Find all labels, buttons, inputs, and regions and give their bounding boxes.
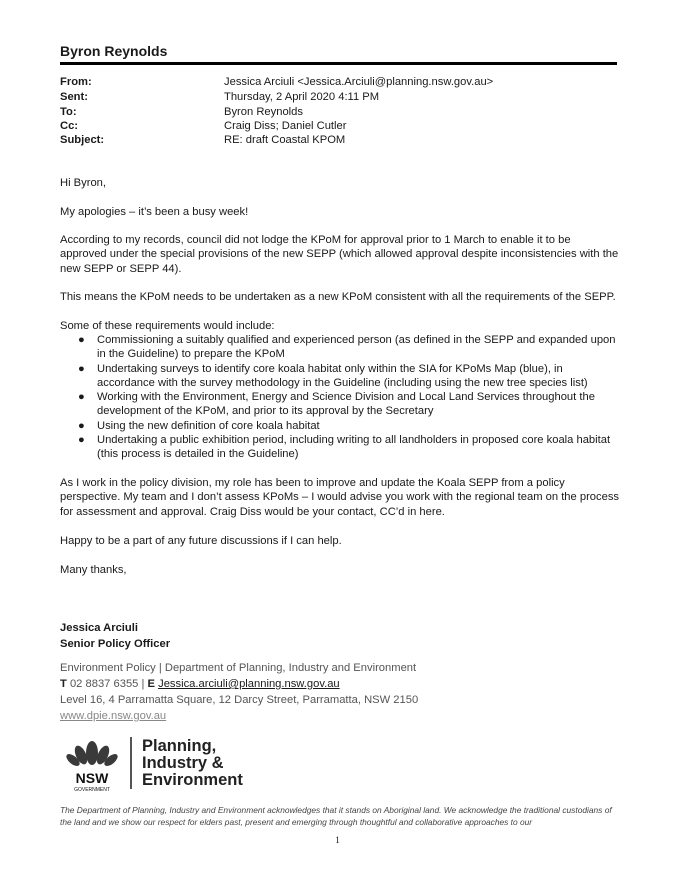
- logo-divider: [130, 737, 132, 789]
- bullet-icon: ●: [78, 362, 85, 375]
- policy-paragraph: As I work in the policy division, my role has been to improve and update the Koala SEPP from a policy perspective. My team and I don’t assess KPoMs – I would advise you work with the regional team on the process for assessment and approval. Craig Diss would be your contact, CC’d in here.: [60, 477, 620, 518]
- list-item-text: Working with the Environment, Energy and Science Division and Local Land Services throughout the development of the KPoM, and prior to its approval by the Secretary: [97, 391, 595, 418]
- waratah-icon: [62, 735, 122, 793]
- email-link[interactable]: Jessica.arciuli@planning.nsw.gov.au: [158, 678, 340, 690]
- logo-title: [142, 738, 243, 789]
- list-item-text: Using the new definition of core koala habitat: [97, 419, 320, 432]
- records-paragraph: According to my records, council did not lodge the KPoM for approval prior to 1 March to enable it to be approved under the special provisions of the new SEPP (which allowed approval despite inconsistencies with the new SEPP or SEPP 44).: [60, 234, 619, 275]
- phone-label: T: [60, 678, 67, 690]
- header-label: From:: [60, 76, 92, 88]
- header-value: Jessica Arciuli <Jessica.Arciuli@planning.nsw.gov.au>: [224, 76, 494, 88]
- closing: Many thanks,: [60, 564, 127, 576]
- nsw-government-logo: [62, 735, 262, 795]
- government-wordmark: GOVERNMENT: [74, 787, 110, 793]
- bullet-icon: ●: [78, 334, 85, 346]
- page-title: Byron Reynolds: [60, 43, 168, 59]
- list-item-text: Undertaking a public exhibition period, including writing to all landholders in proposed core koala habitat (this process is detailed in the Guideline): [97, 434, 611, 461]
- list-item: [60, 419, 620, 433]
- title-rule: [60, 62, 617, 65]
- header-value: Craig Diss; Daniel Cutler: [224, 120, 347, 132]
- list-item-text: Undertaking surveys to identify core koala habitat only within the SIA for KPoMs Map (blue), in accordance with the survey methodology in the Guideline (including using the new tree species list): [97, 362, 588, 389]
- header-label: Subject:: [60, 134, 105, 146]
- header-label: Sent:: [60, 91, 88, 103]
- header-label: Cc:: [60, 120, 79, 132]
- header-value: Byron Reynolds: [224, 106, 303, 118]
- email-label: E: [147, 678, 155, 690]
- signature-contact-line: [60, 676, 340, 693]
- acknowledgement-note: The Department of Planning, Industry and Environment acknowledges that it stands on Aboriginal land. We acknowledge the traditional custodians of the land and we show our respect for elders past, present and emerging through thoughtful and collaborative approaches to our: [60, 805, 612, 827]
- website-link[interactable]: www.dpie.nsw.gov.au: [60, 710, 167, 722]
- means-paragraph: This means the KPoM needs to be undertaken as a new KPoM consistent with all the requirements of the SEPP.: [60, 291, 616, 303]
- greeting: Hi Byron,: [60, 177, 107, 189]
- nsw-wordmark: NSW: [75, 770, 109, 786]
- list-item-text: Commissioning a suitably qualified and experienced person (as defined in the SEPP and expanded upon in the Guideline) to prepare the KPoM: [97, 334, 616, 361]
- happy-paragraph: Happy to be a part of any future discussions if I can help.: [60, 535, 342, 547]
- signature-role: Senior Policy Officer: [60, 638, 171, 650]
- signature-address: Level 16, 4 Parramatta Square, 12 Darcy Street, Parramatta, NSW 2150: [60, 694, 419, 706]
- header-value: Thursday, 2 April 2020 4:11 PM: [224, 91, 380, 103]
- page-number: 1: [335, 836, 340, 846]
- list-item: [60, 390, 620, 419]
- bullet-icon: ●: [78, 434, 85, 447]
- signature-name: Jessica Arciuli: [60, 622, 138, 634]
- requirements-list: [60, 333, 620, 462]
- list-item: [60, 333, 620, 362]
- list-item: [60, 362, 620, 391]
- requirements-intro: Some of these requirements would include:: [60, 320, 275, 332]
- header-label: To:: [60, 106, 77, 118]
- apology-paragraph: My apologies – it’s been a busy week!: [60, 206, 249, 218]
- header-value: RE: draft Coastal KPOM: [224, 134, 346, 146]
- phone-number: 02 8837 6355: [69, 678, 139, 690]
- bullet-icon: ●: [78, 391, 85, 404]
- logo-line: Planning,: [142, 737, 217, 755]
- separator: |: [141, 678, 145, 690]
- bullet-icon: ●: [78, 419, 85, 432]
- logo-line: Environment: [142, 771, 243, 789]
- list-item: [60, 433, 620, 462]
- logo-line: Industry &: [142, 754, 224, 772]
- signature-org: Environment Policy | Department of Planning, Industry and Environment: [60, 662, 417, 674]
